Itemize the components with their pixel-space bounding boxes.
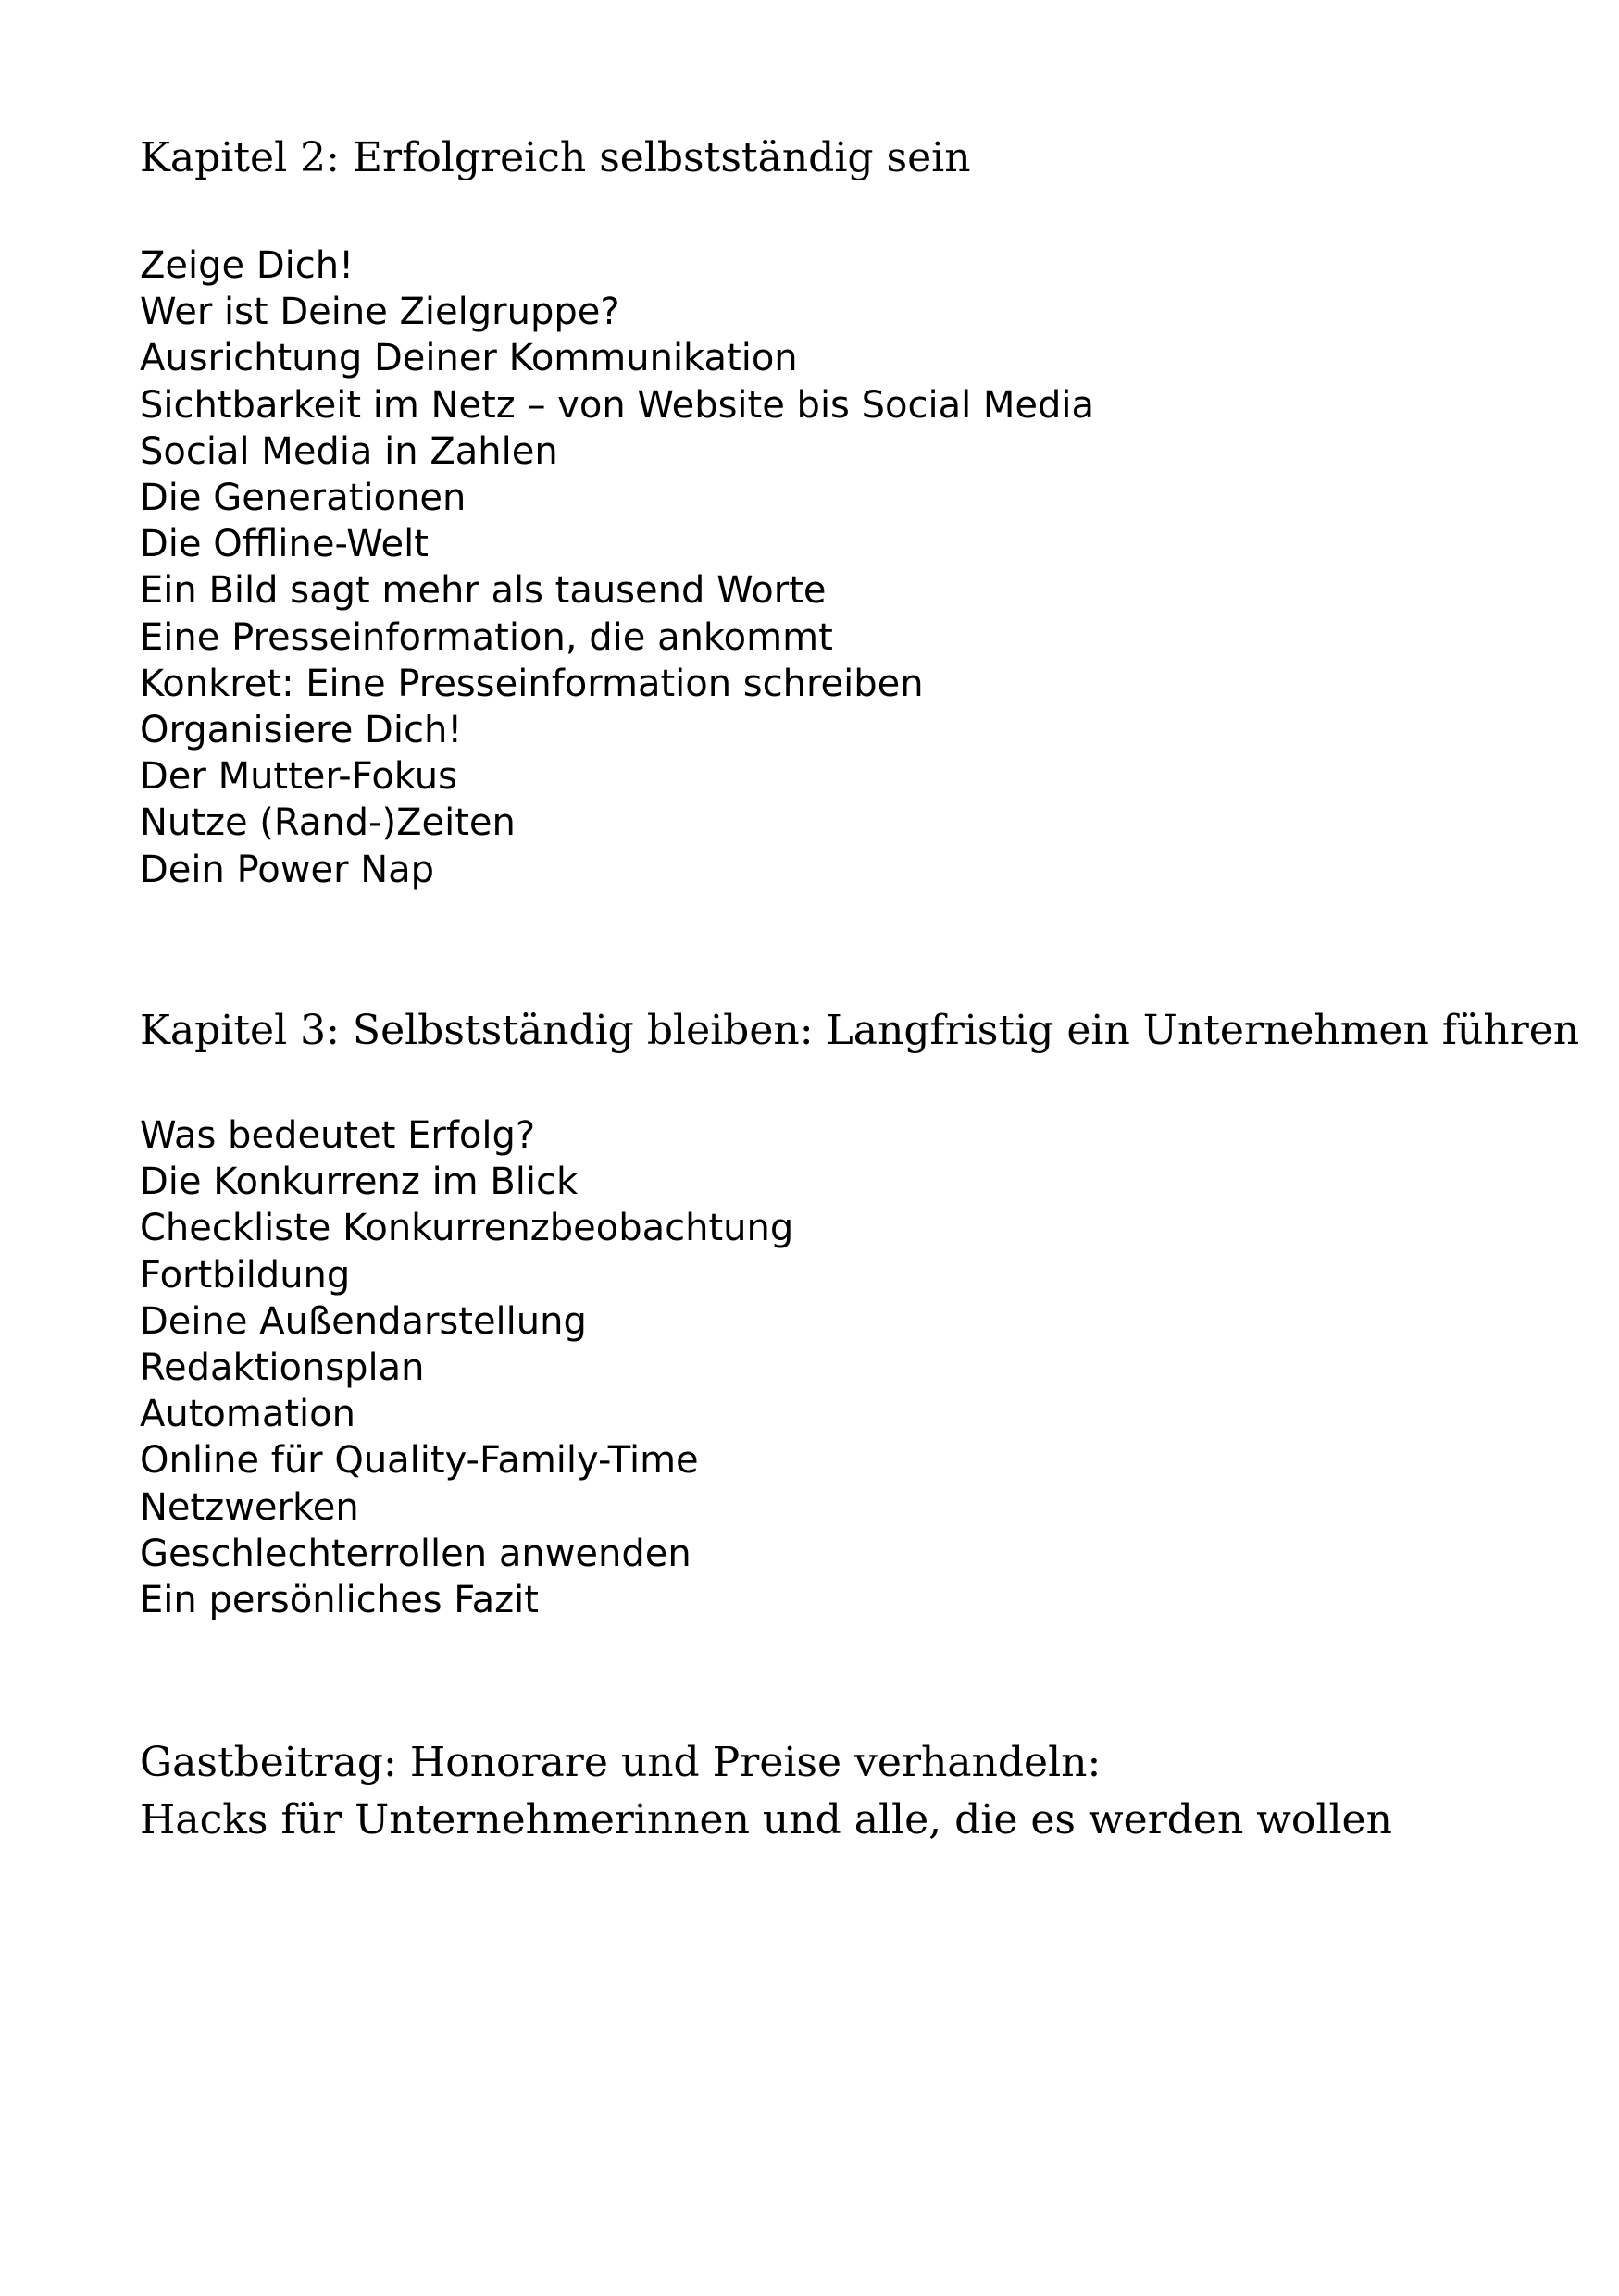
chapter-2-section-list bbox=[140, 242, 1094, 893]
toc-entry: Social Media in Zahlen bbox=[140, 429, 558, 473]
toc-entry: Fortbildung bbox=[140, 1253, 351, 1297]
toc-entry: Ausrichtung Deiner Kommunikation bbox=[140, 337, 798, 380]
toc-entry: Dein Power Nap bbox=[140, 848, 435, 891]
toc-entry: Netzwerken bbox=[140, 1485, 359, 1529]
toc-entry: Die Konkurrenz im Blick bbox=[140, 1160, 579, 1204]
toc-entry: Konkret: Eine Presseinformation schreiben bbox=[140, 662, 924, 705]
toc-entry: Zeige Dich! bbox=[140, 244, 355, 287]
toc-entry: Redaktionsplan bbox=[140, 1347, 425, 1390]
guest-contribution-heading bbox=[140, 1734, 1392, 1849]
guest-contribution-subtitle: Hacks für Unternehmerinnen und alle, die es werden wollen bbox=[140, 1796, 1392, 1843]
chapter-3-heading: Kapitel 3: Selbstständig bleiben: Langfristig ein Unternehmen führen bbox=[140, 1007, 1580, 1054]
toc-entry: Die Generationen bbox=[140, 477, 467, 520]
toc-entry: Ein persönliches Fazit bbox=[140, 1579, 539, 1622]
guest-contribution-title: Gastbeitrag: Honorare und Preise verhandeln: bbox=[140, 1739, 1102, 1786]
toc-entry: Ein Bild sagt mehr als tausend Worte bbox=[140, 569, 827, 613]
toc-entry: Checkliste Konkurrenzbeobachtung bbox=[140, 1207, 794, 1250]
toc-entry: Geschlechterrollen anwenden bbox=[140, 1532, 691, 1575]
chapter-3-section-list bbox=[140, 1112, 793, 1623]
toc-entry: Sichtbarkeit im Netz – von Website bis Social Media bbox=[140, 383, 1095, 427]
chapter-2-heading: Kapitel 2: Erfolgreich selbstständig sein bbox=[140, 134, 971, 181]
toc-entry: Automation bbox=[140, 1393, 355, 1436]
toc-entry: Deine Außendarstellung bbox=[140, 1299, 587, 1343]
toc-entry: Nutze (Rand-)Zeiten bbox=[140, 801, 516, 845]
toc-entry: Online für Quality-Family-Time bbox=[140, 1439, 699, 1483]
toc-entry: Organisiere Dich! bbox=[140, 709, 463, 752]
toc-entry: Wer ist Deine Zielgruppe? bbox=[140, 291, 620, 334]
toc-entry: Der Mutter-Fokus bbox=[140, 755, 457, 799]
toc-entry: Die Offline-Welt bbox=[140, 523, 429, 566]
toc-entry: Was bedeutet Erfolg? bbox=[140, 1114, 536, 1157]
toc-entry: Eine Presseinformation, die ankommt bbox=[140, 615, 833, 659]
